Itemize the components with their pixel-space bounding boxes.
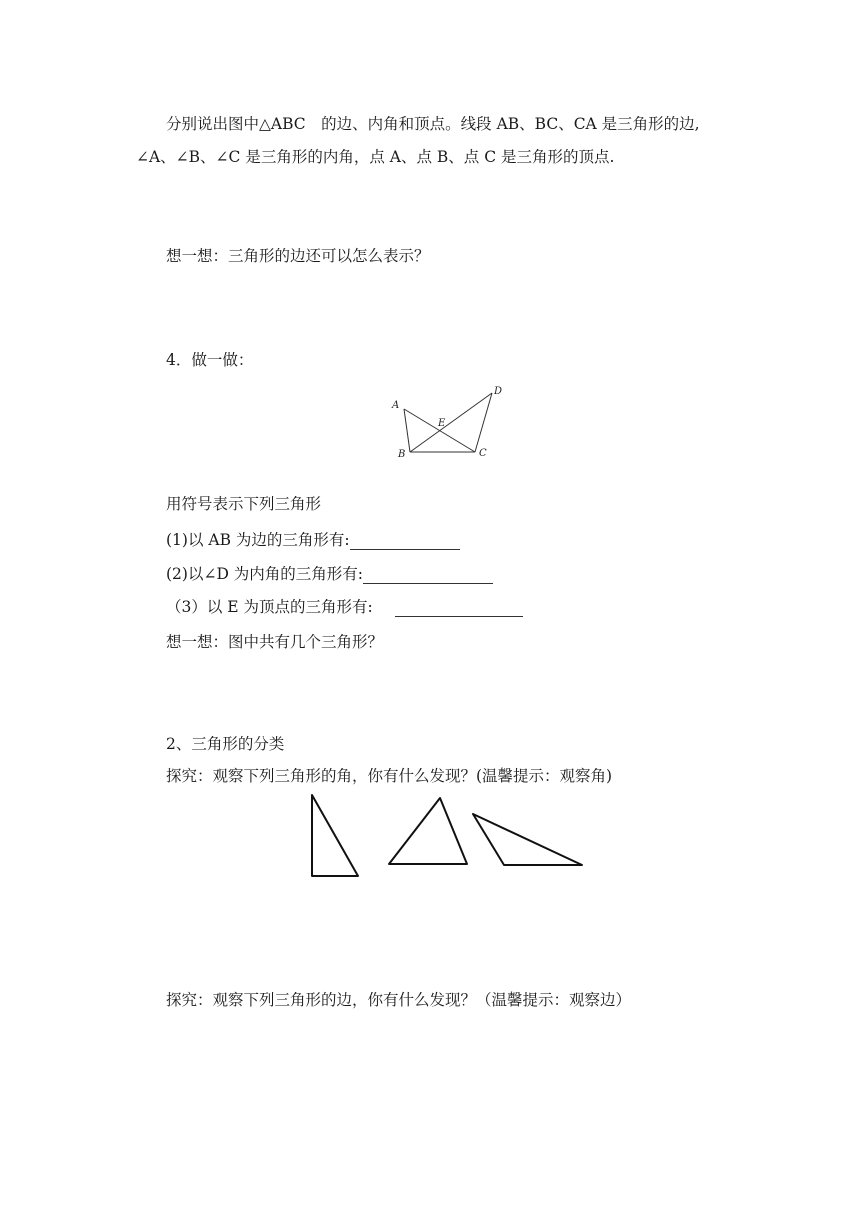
intro-line-1: 分别说出图中△ABC 的边、内角和顶点。线段 AB、BC、CA 是三角形的边, xyxy=(166,115,700,133)
question-3-text: （3）以 E 为顶点的三角形有: xyxy=(166,598,373,616)
question-2-text: (2)以∠D 为内角的三角形有: xyxy=(166,565,364,583)
label-d: D xyxy=(494,386,503,397)
three-triangles xyxy=(300,790,600,890)
explore-angles-text: 探究：观察下列三角形的角，你有什么发现？(温馨提示：观察角) xyxy=(166,767,613,785)
symbol-prompt: 用符号表示下列三角形 xyxy=(166,495,322,513)
right-triangle xyxy=(312,795,358,876)
segment-cd xyxy=(475,393,492,452)
question-2 xyxy=(166,564,493,584)
obtuse-triangle xyxy=(473,814,582,865)
classification-heading: 2、三角形的分类 xyxy=(166,735,285,753)
acute-triangle xyxy=(389,798,467,864)
label-b: B xyxy=(398,449,406,460)
answer-blank-1[interactable] xyxy=(350,533,460,550)
section-4-heading: 4．做一做： xyxy=(166,351,254,369)
segment-ab xyxy=(404,409,410,452)
label-e: E xyxy=(438,418,446,429)
label-c: C xyxy=(479,448,487,459)
answer-blank-2[interactable] xyxy=(363,567,493,584)
intro-line-2: ∠A、∠B、∠C 是三角形的内角，点 A、点 B、点 C 是三角形的顶点. xyxy=(136,148,615,166)
question-3 xyxy=(166,597,523,617)
answer-blank-3[interactable] xyxy=(395,600,523,617)
think-question-1: 想一想：三角形的边还可以怎么表示？ xyxy=(166,247,430,265)
triangle-figure-abcde xyxy=(380,380,520,470)
question-1 xyxy=(166,530,460,550)
question-1-text: (1)以 AB 为边的三角形有: xyxy=(166,531,350,549)
think-question-2: 想一想：图中共有几个三角形？ xyxy=(166,633,384,651)
label-a: A xyxy=(392,400,400,411)
explore-sides-text: 探究：观察下列三角形的边，你有什么发现？（温馨提示：观察边） xyxy=(166,991,632,1009)
segment-bd xyxy=(410,393,492,452)
